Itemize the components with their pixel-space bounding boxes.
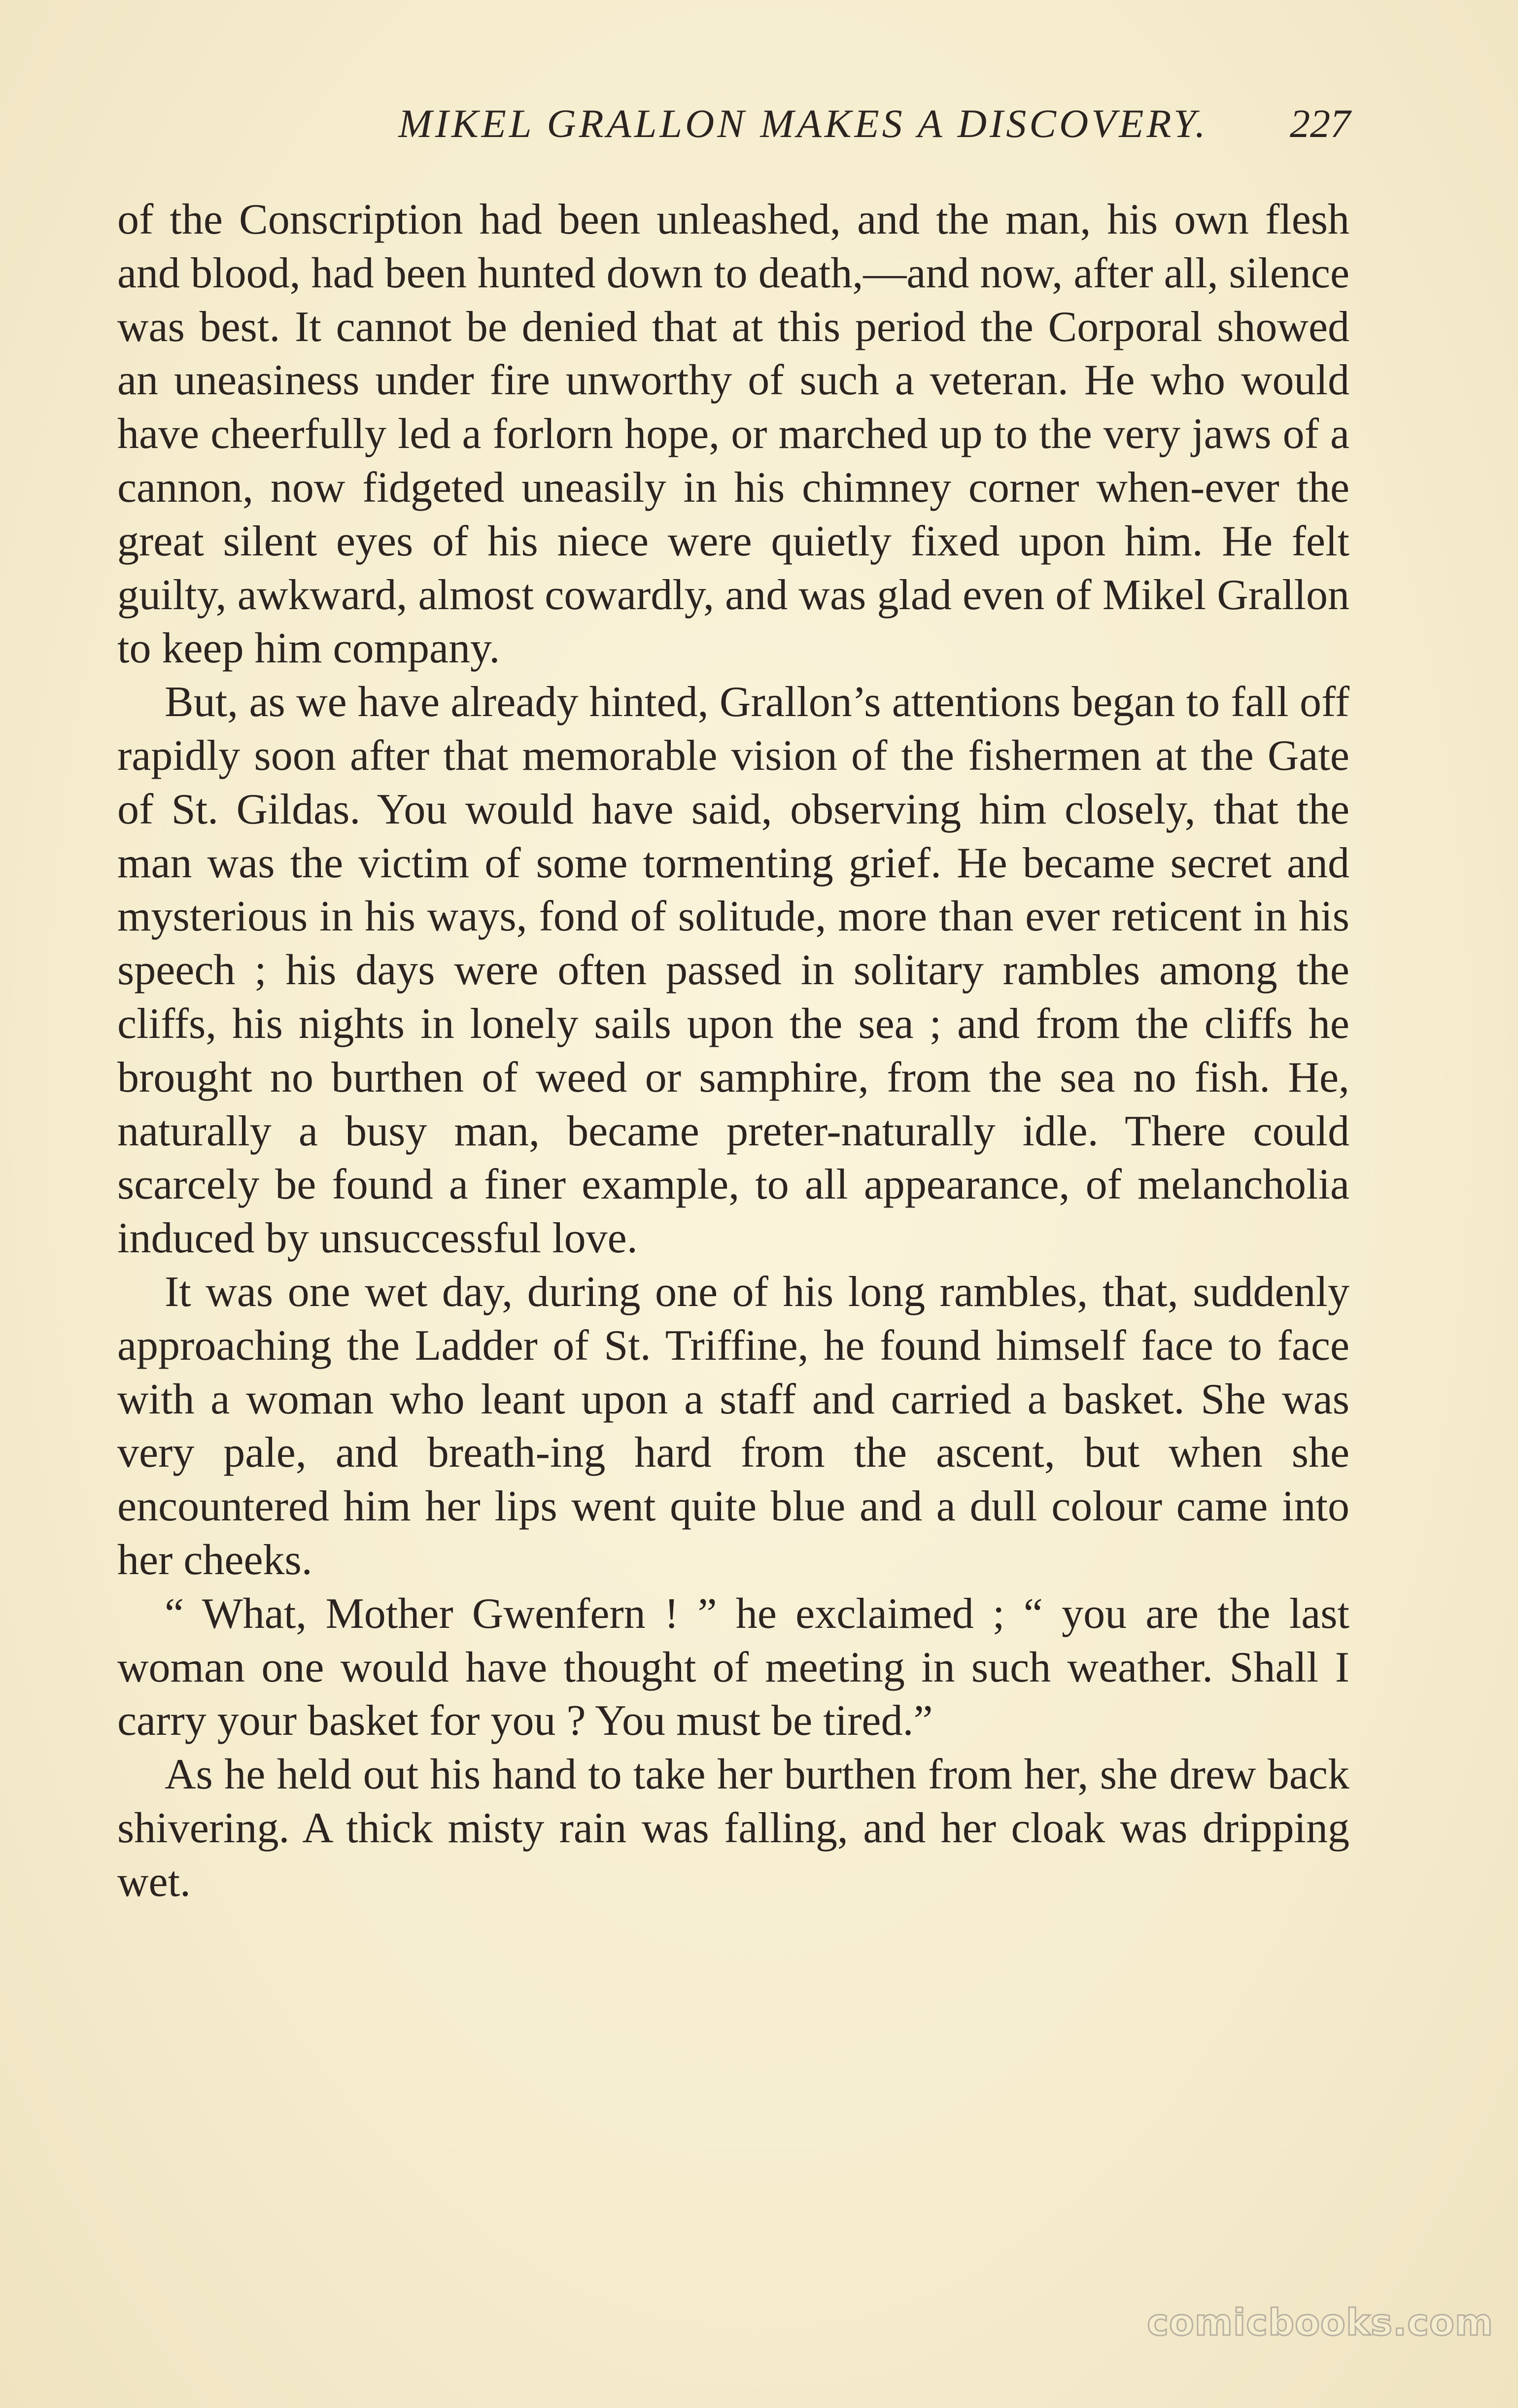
paragraph-3: It was one wet day, during one of his long rambles, that, suddenly approaching the Ladder of St. Triffine, he found himself face to face with a woman who leant upon a staff and carried a basket. She was very pale, and breath-ing hard from the ascent, but when she encountered him her lips went quite blue and a dull colour came into her cheeks.	[117, 1268, 1349, 1584]
watermark-logo: comicbooks.com	[1147, 2302, 1493, 2344]
paragraph-4: “ What, Mother Gwenfern ! ” he exclaimed ; “ you are the last woman one would have thought of meeting in such weather. Shall I carry your basket for you ? You must be tired.”	[117, 1589, 1349, 1745]
paragraph-2: But, as we have already hinted, Grallon’s attentions began to fall off rapidly soon after that memorable vision of the fishermen at the Gate of St. Gildas. You would have said, observing him closely, that the man was the victim of some tormenting grief. He became secret and mysterious in his ways, fond of solitude, more than ever reticent in his speech ; his days were often passed in solitary rambles among the cliffs, his nights in lonely sails upon the sea ; and from the cliffs he brought no burthen of weed or samphire, from the sea no fish. He, naturally a busy man, became preter-naturally idle. There could scarcely be found a finer example, to all appearance, of melancholia induced by unsuccessful love.	[117, 678, 1349, 1263]
paragraph-5: As he held out his hand to take her burthen from her, she drew back shivering. A thick misty rain was falling, and her cloak was dripping wet.	[117, 1751, 1349, 1906]
page-number: 227	[1290, 101, 1350, 146]
body-text	[117, 193, 1349, 1909]
paragraph-1: of the Conscription had been unleashed, and the man, his own flesh and blood, had been hunted down to death,—and now, after all, silence was best. It cannot be denied that at this period the Corporal showed an uneasiness under fire unworthy of such a veteran. He who would have cheerfully led a forlorn hope, or marched up to the very jaws of a cannon, now fidgeted uneasily in his chimney corner when-ever the great silent eyes of his niece were quietly fixed upon him. He felt guilty, awkward, almost cowardly, and was glad even of Mikel Grallon to keep him company.	[117, 196, 1349, 673]
running-head-title: MIKEL GRALLON MAKES A DISCOVERY.	[398, 101, 1208, 146]
